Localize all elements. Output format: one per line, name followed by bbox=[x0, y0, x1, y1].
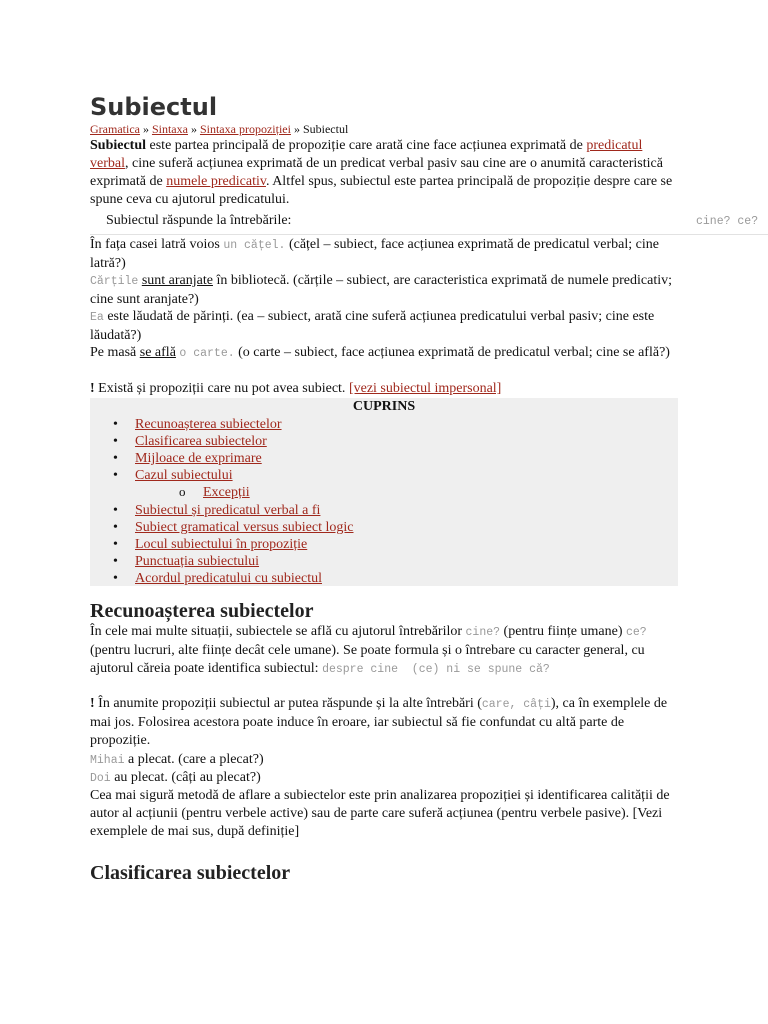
example-explanation: este lăudată de părinți. (ea – subiect, arată cine suferă acțiunea predicatului verbal pasiv; cine este lăudată?) bbox=[90, 309, 655, 343]
toc-title: CUPRINS bbox=[352, 399, 416, 414]
example-text: a plecat. (care a plecat?) bbox=[124, 752, 264, 767]
paragraph-text: (pentru ființe umane) bbox=[500, 624, 626, 639]
toc-item-punctuatia[interactable]: • Punctuația subiectului bbox=[135, 553, 259, 570]
example-sentence bbox=[90, 769, 680, 788]
paragraph-text: ), ca în exemplele de mai jos. Folosirea acestora poate induce în eroare, iar subiectul să fie confundat cu altă parte de propoziție. bbox=[90, 696, 668, 748]
breadcrumb-separator: » bbox=[293, 122, 300, 136]
example-sentence bbox=[90, 344, 680, 363]
code-question: cine? bbox=[465, 626, 501, 639]
example-predicate: se află bbox=[139, 345, 176, 360]
section-heading: Recunoașterea subiectelor bbox=[90, 600, 314, 622]
paragraph-text: (pentru lucruri, alte ființe decât cele umane). Se poate formula și o întrebare cu caracter general, cu ajutorul căreia poate identifica subiectul: bbox=[90, 643, 645, 676]
example-explanation: în bibliotecă. (cărțile – subiect, are caracteristica exprimată de numele predicativ; cine sunt aranjate?) bbox=[90, 273, 673, 307]
toc-item-locul[interactable]: • Locul subiectului în propoziție bbox=[135, 536, 307, 553]
example-subject: o carte. bbox=[179, 347, 235, 360]
intro-bold-term: Subiectul bbox=[90, 138, 147, 153]
code-question: despre cine (ce) ni se spune că? bbox=[322, 663, 550, 676]
code-question: care, câți bbox=[481, 698, 551, 711]
toc-item-acordul[interactable]: • Acordul predicatului cu subiectul bbox=[135, 570, 322, 587]
intro-text: , cine suferă acțiunea exprimată de un predicat verbal pasiv sau cine are o anumită caracteristică exprimată de bbox=[90, 156, 663, 189]
paragraph-text: În anumite propoziții subiectul ar putea răspunde și la alte întrebări ( bbox=[94, 696, 482, 711]
example-subject: Doi bbox=[90, 772, 111, 785]
section-paragraph bbox=[90, 695, 680, 750]
intro-text: este partea principală de propoziție care arată cine face acțiunea exprimată de bbox=[146, 138, 587, 153]
section-paragraph bbox=[90, 623, 680, 679]
example-predicate: sunt aranjate bbox=[141, 273, 213, 288]
breadcrumb-link-sintaxa-propozitiei[interactable]: Sintaxa propoziției bbox=[199, 122, 291, 136]
example-sentence bbox=[90, 308, 680, 345]
breadcrumb-separator: » bbox=[142, 122, 149, 136]
toc-item-clasificarea[interactable]: • Clasificarea subiectelor bbox=[135, 433, 267, 450]
table-of-contents bbox=[90, 398, 678, 586]
intro-paragraph bbox=[90, 137, 680, 209]
paragraph-text: În cele mai multe situații, subiectele se află cu ajutorul întrebărilor bbox=[90, 624, 466, 639]
breadcrumb-link-sintaxa[interactable]: Sintaxa bbox=[151, 122, 188, 136]
breadcrumb-link-gramatica[interactable]: Gramatica bbox=[90, 122, 140, 136]
example-sentence bbox=[90, 272, 680, 309]
link-subiectul-impersonal[interactable]: [vezi subiectul impersonal] bbox=[348, 381, 502, 396]
example-sentence bbox=[90, 236, 680, 273]
intro-text: . Altfel spus, subiectul este partea principală de propoziție despre care se spune ceva cu ajutorul predicatului. bbox=[90, 174, 673, 207]
breadcrumb-separator: » bbox=[190, 122, 197, 136]
toc-item-cazul[interactable]: • Cazul subiectului bbox=[135, 467, 233, 484]
example-text: Pe masă bbox=[90, 345, 140, 360]
example-subject: Cărțile bbox=[90, 275, 139, 288]
exclamation-mark: ! bbox=[90, 381, 95, 396]
page-title: Subiectul bbox=[90, 93, 218, 121]
toc-item-recunoasterea[interactable]: • Recunoașterea subiectelor bbox=[135, 416, 282, 433]
section-paragraph: Cea mai sigură metodă de aflare a subiectelor este prin analizarea propoziției și identificarea calității de autor al acțiunii (pentru verbele active) sau de parte care suferă acțiunea (pentru verbele pasive). [Vezi exemplele de mai sus, după definiție] bbox=[90, 788, 670, 839]
example-sentence bbox=[90, 751, 680, 770]
exclamation-mark: ! bbox=[90, 696, 95, 711]
question-row bbox=[90, 208, 768, 235]
link-numele-predicativ[interactable]: numele predicativ bbox=[166, 174, 266, 189]
toc-item-subiect-logic[interactable]: • Subiect gramatical versus subiect logic bbox=[135, 519, 354, 536]
note-text: Există și propoziții care nu pot avea subiect. bbox=[94, 381, 349, 396]
question-answer: cine? ce? bbox=[696, 215, 759, 228]
code-question: ce? bbox=[626, 626, 647, 639]
example-subject: Ea bbox=[90, 311, 104, 324]
breadcrumb bbox=[90, 121, 348, 137]
toc-item-mijloace[interactable]: • Mijloace de exprimare bbox=[135, 450, 262, 467]
example-explanation: (o carte – subiect, face acțiunea exprimată de predicatul verbal; cine se află?) bbox=[234, 345, 670, 360]
example-text: au plecat. (câți au plecat?) bbox=[110, 770, 261, 785]
toc-item-predicatul-a-fi[interactable]: • Subiectul și predicatul verbal a fi bbox=[135, 502, 320, 519]
link-predicatul-verbal[interactable]: predicatul verbal bbox=[90, 138, 643, 171]
example-explanation: (cățel – subiect, face acțiunea exprimată de predicatul verbal; cine latră?) bbox=[90, 237, 659, 271]
section-heading: Clasificarea subiectelor bbox=[90, 862, 291, 884]
question-label: Subiectul răspunde la întrebările: bbox=[106, 213, 292, 228]
example-subject: Mihai bbox=[90, 754, 125, 767]
example-subject: un cățel. bbox=[223, 239, 286, 252]
note-paragraph bbox=[90, 380, 680, 398]
breadcrumb-current: Subiectul bbox=[302, 122, 349, 136]
toc-subitem-exceptii[interactable]: o Excepții bbox=[203, 484, 250, 501]
example-text: În fața casei latră voios bbox=[90, 237, 224, 252]
